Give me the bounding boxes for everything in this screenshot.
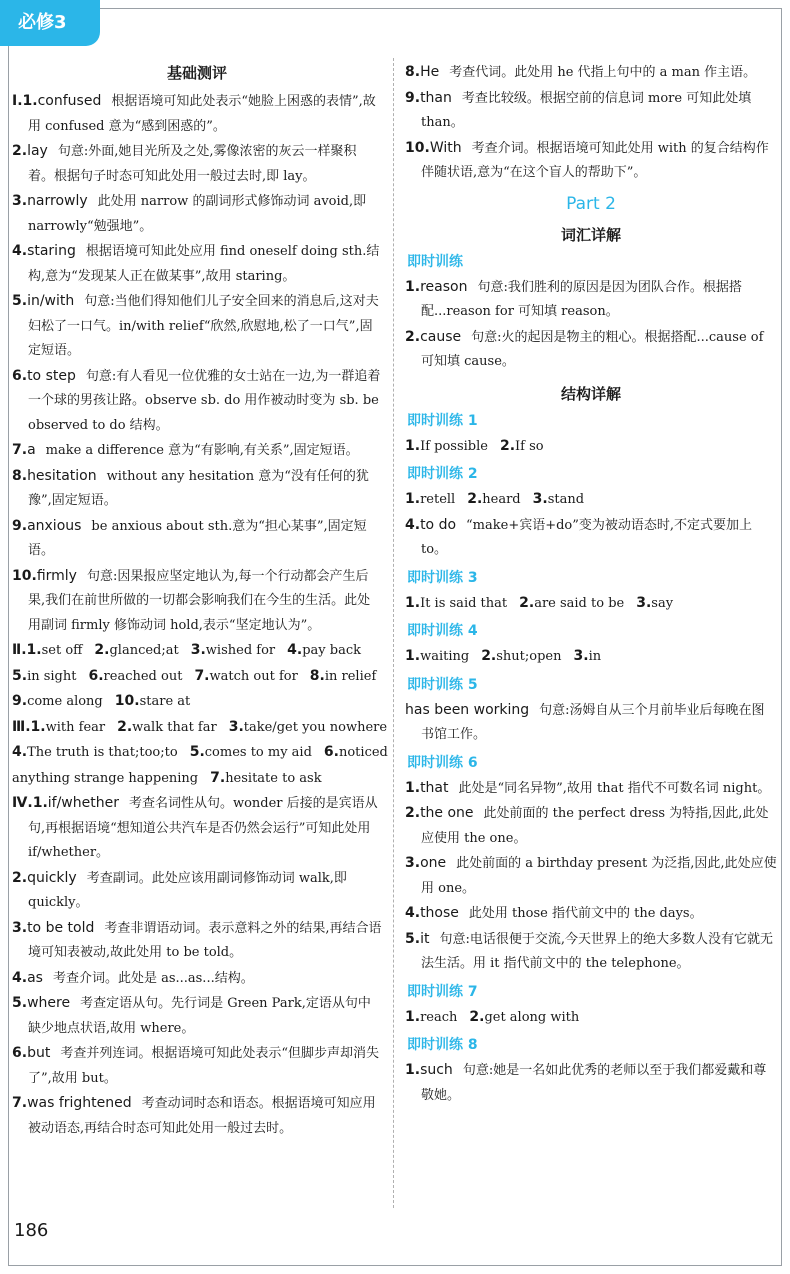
answer-word: reason [420, 278, 468, 295]
answer-item [405, 801, 777, 851]
item-number: 4. [12, 744, 28, 760]
answer-word: If so [515, 438, 544, 454]
exercise-heading: 即时训练 5 [407, 676, 478, 693]
answer-item [12, 966, 382, 992]
answer-item [12, 438, 382, 464]
answer-item [12, 89, 382, 139]
answer-word: cause [420, 328, 462, 345]
item-number: Ⅱ.1. [12, 642, 42, 658]
exercise-heading: 即时训练 4 [407, 623, 478, 639]
item-number: 1. [405, 1008, 421, 1025]
item-number: 3. [636, 594, 652, 611]
item-number: 8. [12, 467, 28, 484]
explanation: 考查介词。根据语境可知此处用 with 的复合结构作伴随状语,意为“在这个盲人的帮助下”。 [421, 140, 769, 180]
answer-item [405, 136, 777, 186]
explanation: 此处用 narrow 的副词形式修饰动词 avoid,即 narrowly“勉强地”。 [28, 194, 367, 234]
answer-row [12, 664, 382, 690]
explanation: 句意:因果报应坚定地认为,每一个行动都会产生后果,我们在前世所做的一切都会影响我们在今生的生活。此处用副词 firmly 修饰动词 hold,表示“坚定地认为”。 [28, 568, 371, 633]
answer-rows [405, 1005, 777, 1031]
item-number: 2. [405, 805, 421, 821]
explanation: 句意:我们胜利的原因是因为团队合作。根据搭配...reason for 可知填 reason。 [421, 279, 742, 319]
item-number: 1. [405, 1062, 421, 1078]
answer-item [405, 86, 777, 136]
answer-rows [405, 591, 777, 617]
answer-rows [405, 644, 777, 670]
answer-word: reached out [103, 668, 183, 684]
answer-item [405, 901, 777, 927]
answer-item [12, 189, 382, 239]
explanation: 根据语境可知此处表示“她脸上困惑的表情”,故用 confused 意为“感到困惑的”。 [28, 94, 376, 134]
answer-word: reach [420, 1009, 458, 1025]
answer-word: where [27, 995, 71, 1011]
answer-word: With [429, 139, 462, 156]
item-number: 7. [210, 769, 226, 786]
answer-word: waiting [420, 649, 470, 664]
answer-row [405, 644, 777, 670]
explanation: 考查代词。此处用 he 代指上句中的 a man 作主语。 [449, 65, 757, 80]
item-number: 4. [405, 905, 421, 921]
answer-item [12, 991, 382, 1041]
item-number: 1. [405, 437, 421, 454]
item-number: 7. [12, 442, 28, 458]
answer-row [12, 689, 382, 715]
answer-list [405, 1058, 777, 1108]
book-tab: 必修3 [0, 0, 100, 46]
item-number: 5. [189, 744, 205, 760]
item-number: 1. [405, 779, 421, 796]
answer-word: anything strange happening [12, 770, 199, 786]
item-number: 7. [12, 1095, 28, 1111]
explanation: 句意:外面,她目光所及之处,雾像浓密的灰云一样聚积着。根据句子时态可知此处用一般过去时,即 lay。 [28, 144, 357, 184]
item-number: 1. [405, 648, 421, 664]
item-number: 2. [481, 648, 497, 664]
answer-word: as [27, 969, 43, 986]
item-number: Ⅲ.1. [12, 718, 46, 735]
section-title: 结构详解 [560, 384, 621, 403]
explanation: “make+宾语+do”变为被动语态时,不定式要加上 to。 [421, 517, 753, 557]
part-title: Part 2 [566, 193, 616, 214]
item-number: 6. [323, 744, 339, 760]
answer-item [12, 514, 382, 564]
answer-word: get along with [484, 1009, 580, 1025]
answer-rows [405, 434, 777, 460]
item-number: 5. [405, 930, 421, 947]
answer-word: in/with [27, 293, 75, 309]
exercise-heading: 即时训练 6 [407, 754, 478, 771]
answer-word: it [420, 930, 430, 947]
item-number: 6. [88, 667, 104, 684]
answer-item [12, 464, 382, 514]
answer-word: firmly [36, 567, 77, 584]
answer-item [12, 364, 382, 439]
right-column [405, 60, 777, 1108]
answer-word: The truth is that;too;to [27, 745, 178, 760]
answer-row [405, 1005, 777, 1031]
explanation: 此处用 those 指代前文中的 the days。 [468, 906, 703, 921]
exercise-heading: 即时训练 1 [407, 412, 478, 429]
explanation: 考查介词。此处是 as...as...结构。 [52, 970, 254, 986]
answer-item [405, 513, 777, 563]
item-number: 2. [467, 491, 483, 507]
answer-word: glanced;at [109, 643, 179, 658]
explanation: 此处是“同名异物”,故用 that 指代不可数名词 night。 [458, 780, 771, 796]
item-number: 2. [12, 869, 28, 886]
item-number: 1. [405, 594, 421, 611]
answer-list [12, 89, 382, 638]
explanation: 句意:当他们得知他们儿子安全回来的消息后,这对夫妇松了一口气。in/with relief“欣然,欣慰地,松了一口气”,固定短语。 [28, 294, 379, 358]
answer-item [405, 776, 777, 802]
item-number: 4. [12, 243, 28, 259]
column-divider [393, 58, 394, 1208]
explanation: 考查非谓语动词。表示意料之外的结果,再结合语境可知表被动,故此处用 to be told。 [28, 920, 382, 960]
answer-word: hesitate to ask [225, 770, 322, 786]
answer-word: but [27, 1045, 51, 1061]
item-number: 3. [12, 193, 28, 209]
item-number: 3. [190, 642, 206, 658]
explanation: 考查比较级。根据空前的信息词 more 可知此处填 than。 [421, 90, 752, 130]
item-number: 10. [12, 567, 37, 584]
answer-word: are said to be [534, 595, 625, 611]
item-number: 2. [117, 718, 133, 735]
explanation: 考查动词时态和语态。根据语境可知应用被动语态,再结合时态可知此处用一般过去时。 [28, 1096, 376, 1136]
answer-word: narrowly [27, 193, 88, 209]
answer-word: come along [27, 694, 103, 709]
answer-word: comes to my aid [204, 745, 312, 760]
answer-list [405, 776, 777, 977]
item-number: 9. [12, 517, 28, 534]
answer-list [12, 791, 382, 1141]
answer-word: watch out for [209, 668, 298, 684]
answer-word: say [651, 595, 674, 611]
item-number: 3. [532, 491, 548, 507]
item-number: Ⅳ.1. [12, 795, 48, 811]
exercise-heading: 即时训练 2 [407, 466, 478, 482]
item-number: 2. [405, 328, 421, 345]
exercise-heading: 即时训练 3 [407, 569, 478, 586]
answer-word: noticed [338, 745, 388, 760]
answer-word: It is said that [420, 595, 508, 611]
explanation: be anxious about sth.意为“担心某事”,固定短语。 [28, 518, 367, 558]
answer-word: in relief [324, 668, 377, 684]
exercise-heading: 即时训练 [407, 253, 463, 270]
item-number: 4. [405, 516, 421, 533]
answer-row [12, 740, 388, 766]
answer-list [405, 513, 777, 563]
answer-item [405, 325, 777, 375]
answer-item [405, 927, 777, 977]
answer-word: was frightened [27, 1095, 132, 1111]
answer-word: if/whether [47, 795, 119, 811]
item-number: 5. [12, 667, 28, 684]
exercise-heading: 即时训练 8 [407, 1037, 478, 1053]
answer-word: to do [420, 516, 457, 533]
answer-item [405, 698, 777, 748]
answer-word: stand [547, 492, 585, 507]
answer-rows [405, 487, 777, 513]
item-number: 6. [12, 1045, 28, 1061]
answer-word: in [588, 649, 602, 664]
exercise-heading: 即时训练 7 [407, 983, 478, 1000]
answer-word: heard [482, 492, 521, 507]
answer-list [405, 698, 777, 748]
answer-item [12, 289, 382, 364]
explanation: 句意:有人看见一位优雅的女士站在一边,为一群追着一个球的男孩让路。observe sb. do 用作被动时变为 sb. be observed to do 结构。 [28, 368, 381, 433]
item-number: Ⅰ.1. [12, 93, 38, 109]
answer-word: to step [27, 367, 76, 384]
answer-word: lay [27, 143, 48, 159]
answer-item [405, 60, 777, 86]
answer-row [405, 434, 777, 460]
answer-row [12, 638, 382, 664]
answer-word: confused [37, 93, 102, 109]
explanation: 根据语境可知此处应用 find oneself doing sth.结构,意为“发现某人正在做某事”,故用 staring。 [28, 244, 380, 284]
answer-word: quickly [27, 869, 77, 886]
explanation: 句意:她是一名如此优秀的老师以至于我们都爱戴和尊敬她。 [421, 1063, 767, 1103]
explanation: 句意:电话很便于交流,今天世界上的绝大多数人没有它就无法生活。用 it 指代前文中的 the telephone。 [421, 931, 773, 971]
answer-word: those [420, 905, 459, 921]
answer-word: pay back [302, 643, 361, 658]
item-number: 8. [309, 667, 325, 684]
explanation: 句意:汤姆自从三个月前毕业后每晚在图书馆工作。 [421, 702, 765, 742]
item-number: 4. [12, 969, 28, 986]
item-number: 3. [228, 718, 244, 735]
explanation: 此处前面的 a birthday present 为泛指,因此,此处应使用 one。 [421, 856, 777, 896]
answer-word: hesitation [27, 467, 97, 484]
answer-word: the one [420, 805, 474, 821]
item-number: 2. [519, 594, 535, 611]
answer-item [405, 851, 777, 901]
explanation: 考查名词性从句。wonder 后接的是宾语从句,再根据语境“想知道公共汽车是否仍然会运行”可知此处用 if/whether。 [28, 796, 378, 860]
answer-item [12, 916, 382, 966]
answer-word: a [27, 442, 36, 458]
answer-list [405, 275, 777, 375]
answer-item [405, 275, 777, 325]
answer-word: has been working [405, 701, 530, 718]
item-number: 3. [573, 648, 589, 664]
answer-word: with fear [45, 719, 106, 735]
answer-row [405, 591, 777, 617]
item-number: 9. [405, 89, 421, 106]
answer-word: retell [420, 492, 456, 507]
answer-item [12, 1091, 382, 1141]
item-number: 2. [469, 1008, 485, 1025]
answer-item [12, 139, 382, 189]
item-number: 4. [287, 642, 303, 658]
answer-list [405, 60, 777, 186]
answer-word: than [420, 89, 452, 106]
answer-word: in sight [27, 668, 77, 684]
item-number: 9. [12, 693, 28, 709]
answer-word: set off [41, 643, 83, 658]
answer-word: take/get you nowhere [243, 719, 388, 735]
item-number: 1. [405, 278, 421, 295]
answer-word: staring [27, 243, 76, 259]
answer-word: such [420, 1062, 453, 1078]
item-number: 7. [194, 667, 210, 684]
explanation: 考查定语从句。先行词是 Green Park,定语从句中缺少地点状语,故用 where。 [28, 996, 371, 1036]
answer-word: walk that far [132, 719, 217, 735]
answer-row [12, 715, 388, 741]
page-number: 186 [14, 1220, 49, 1241]
answer-rows [12, 638, 388, 791]
left-column [12, 60, 388, 1141]
item-number: 5. [12, 293, 28, 309]
answer-word: shut;open [496, 649, 562, 664]
answer-item [12, 791, 382, 866]
answer-word: one [420, 855, 447, 871]
item-number: 10. [405, 139, 430, 156]
answer-row [12, 766, 382, 792]
answer-word: to be told [27, 919, 95, 936]
item-number: 3. [12, 919, 28, 936]
explanation: 此处前面的 the perfect dress 为特指,因此,此处应使用 the one。 [421, 806, 769, 846]
answer-item [12, 1041, 382, 1091]
item-number: 2. [12, 143, 28, 159]
answer-item [12, 239, 382, 289]
item-number: 5. [12, 995, 28, 1011]
answer-item [12, 564, 382, 639]
item-number: 3. [405, 855, 421, 871]
answer-item [12, 866, 382, 916]
answer-word: that [420, 779, 449, 796]
answer-row [405, 487, 777, 513]
item-number: 10. [114, 693, 140, 709]
explanation: without any hesitation 意为“没有任何的犹豫”,固定短语。 [28, 468, 369, 508]
answer-word: anxious [27, 517, 82, 534]
answer-word: If possible [420, 438, 488, 454]
item-number: 1. [405, 491, 421, 507]
item-number: 8. [405, 64, 421, 80]
item-number: 2. [94, 642, 110, 658]
section-title: 基础测评 [166, 64, 227, 82]
explanation: 考查副词。此处应该用副词修饰动词 walk,即 quickly。 [28, 870, 347, 910]
answer-item [405, 1058, 777, 1108]
answer-word: He [420, 64, 440, 80]
item-number: 6. [12, 367, 28, 384]
section-title: 词汇详解 [560, 225, 621, 244]
item-number: 2. [499, 437, 516, 454]
answer-word: wished for [205, 643, 276, 658]
answer-word: stare at [139, 694, 191, 709]
explanation: 句意:火的起因是物主的粗心。根据搭配...cause of 可知填 cause。 [421, 329, 764, 369]
explanation: 考查并列连词。根据语境可知此处表示“但脚步声却消失了”,故用 but。 [28, 1046, 379, 1086]
explanation: make a difference 意为“有影响,有关系”,固定短语。 [45, 443, 359, 458]
